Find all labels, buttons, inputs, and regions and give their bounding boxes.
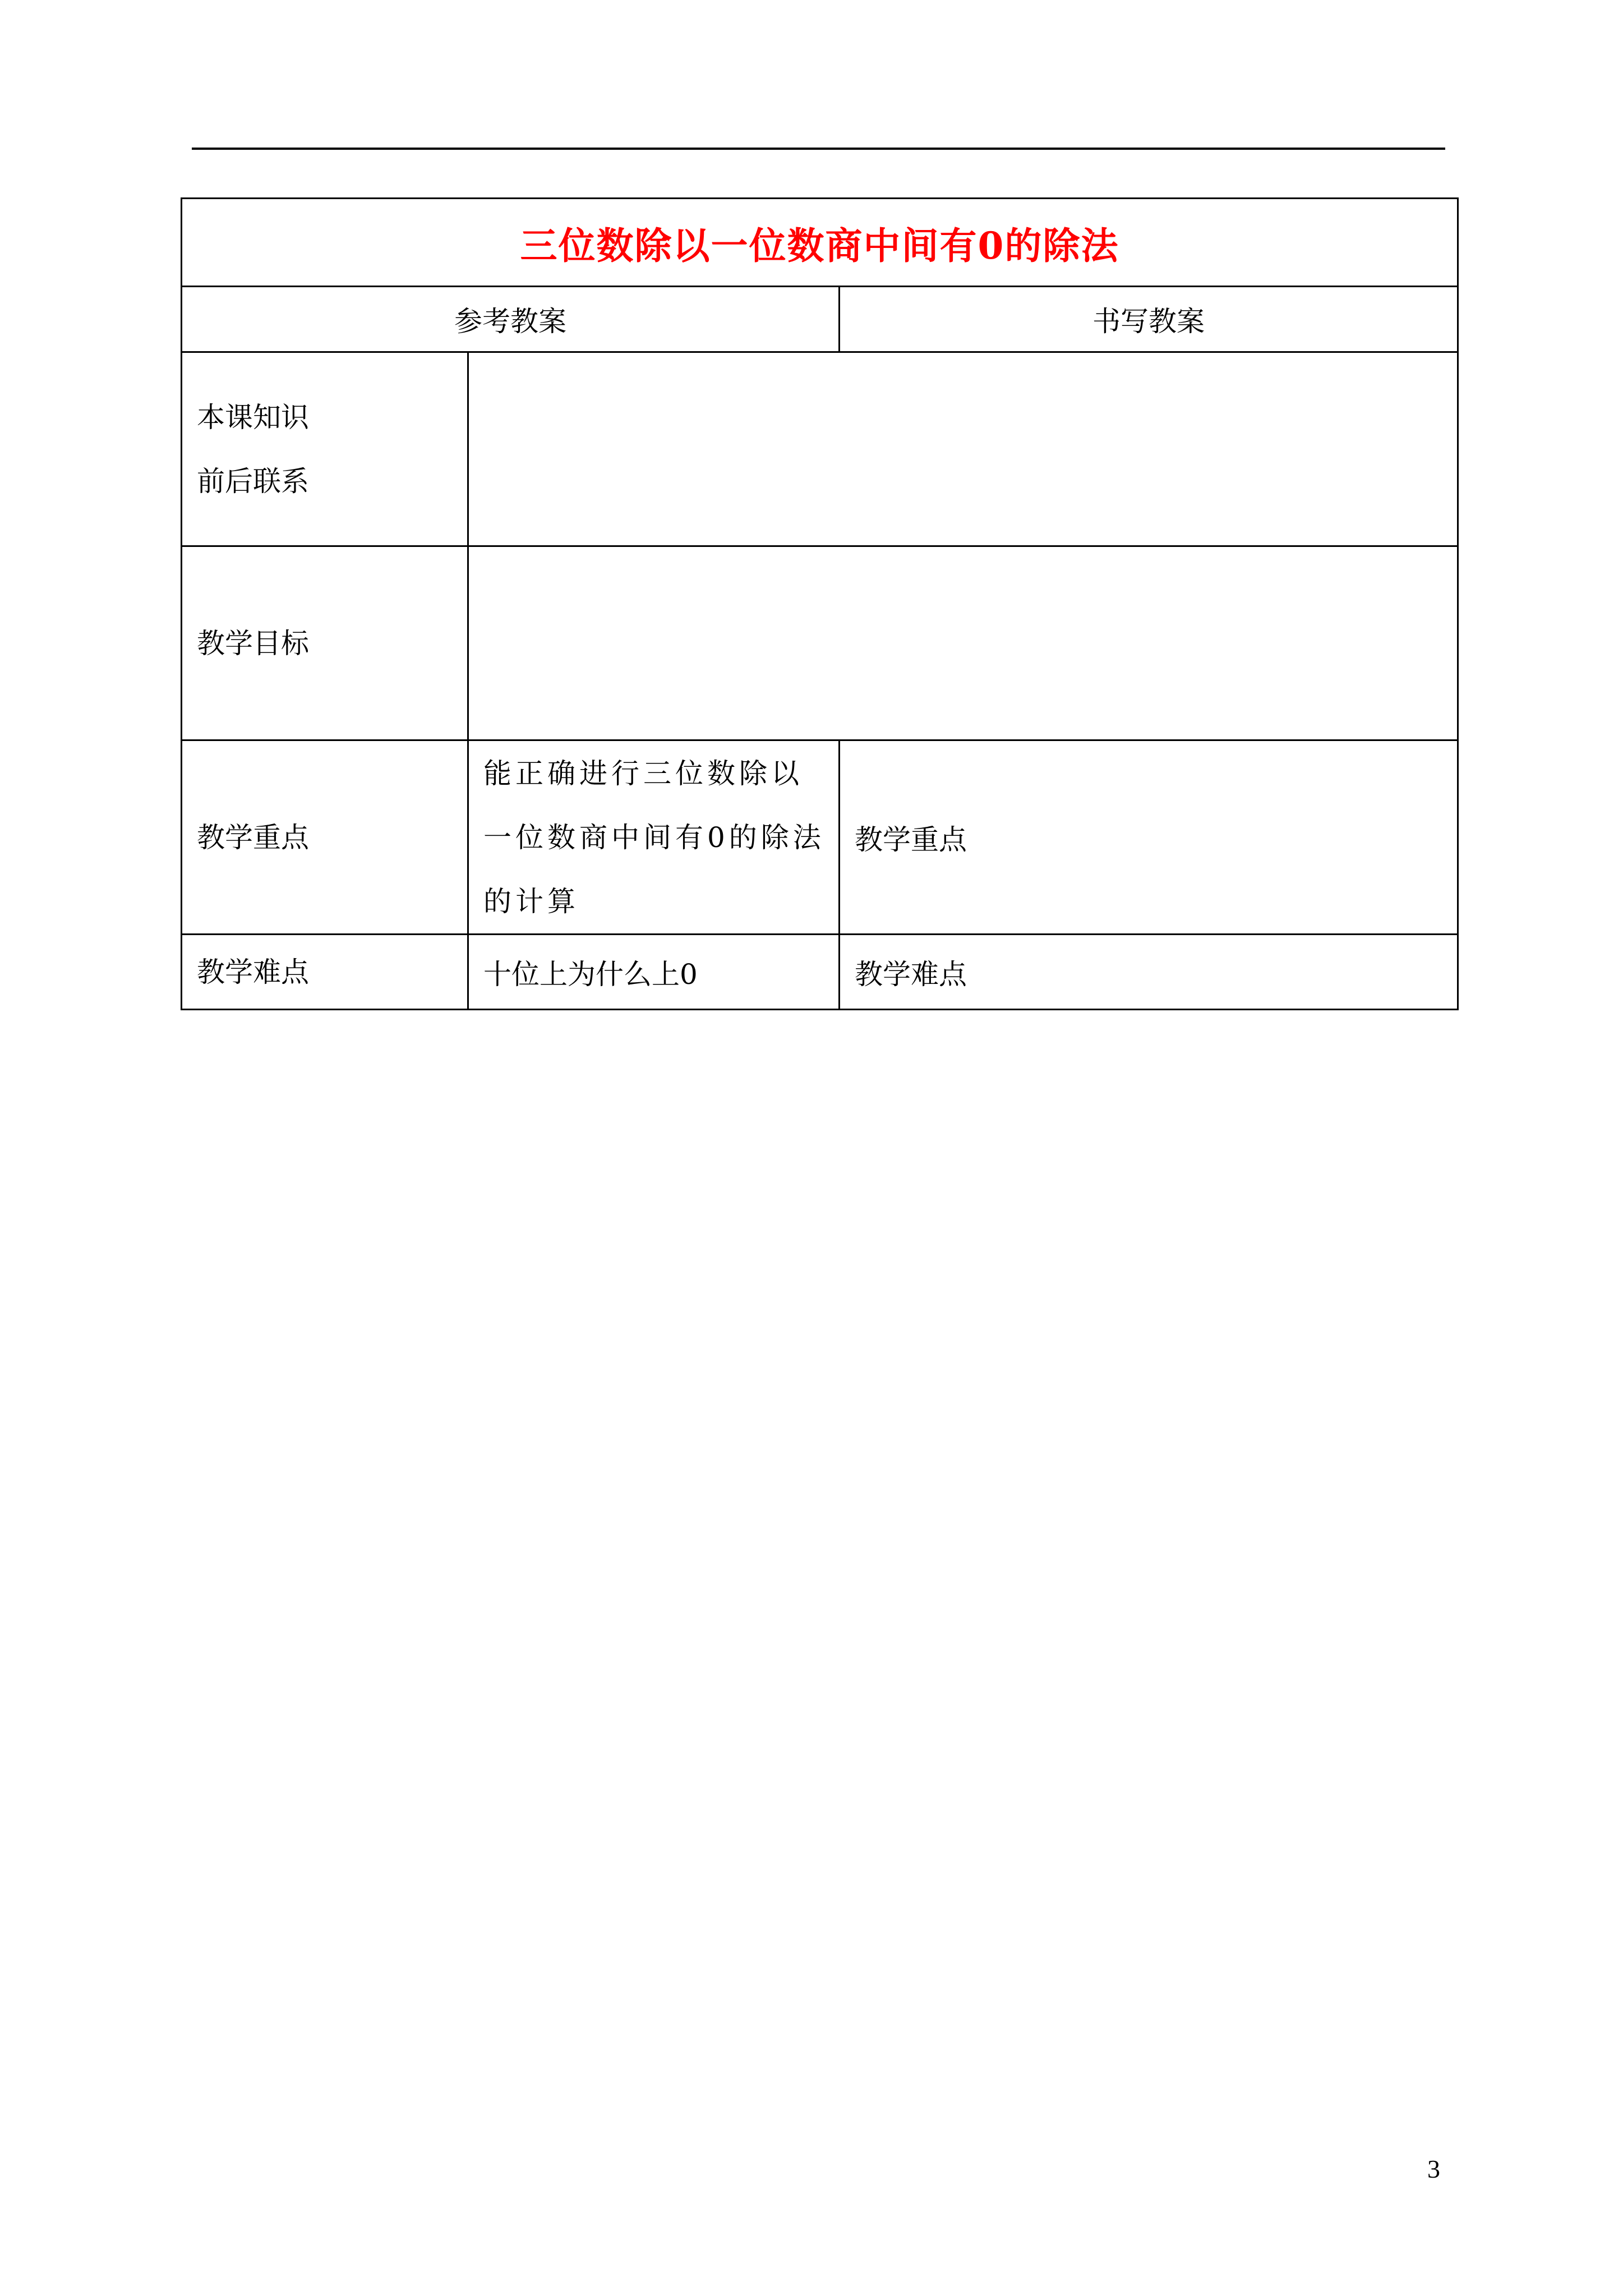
key-point-row xyxy=(182,740,1458,935)
goal-row xyxy=(182,546,1458,740)
goal-label: 教学目标 xyxy=(182,546,468,740)
lesson-plan-table xyxy=(181,197,1459,1010)
lesson-title: 三位数除以一位数商中间有0的除法 xyxy=(182,199,1458,287)
title-row xyxy=(182,199,1458,287)
knowledge-row xyxy=(182,352,1458,546)
knowledge-label xyxy=(182,352,468,546)
difficulty-row xyxy=(182,935,1458,1010)
knowledge-content xyxy=(468,352,1458,546)
key-point-writing-text: 教学重点 xyxy=(840,740,1458,935)
reference-plan-header: 参考教案 xyxy=(182,287,840,352)
key-point-label: 教学重点 xyxy=(182,740,468,935)
difficulty-label: 教学难点 xyxy=(182,935,468,1010)
header-rule xyxy=(192,148,1445,150)
writing-plan-header: 书写教案 xyxy=(840,287,1458,352)
knowledge-label-line2: 前后联系 xyxy=(197,464,309,498)
column-header-row xyxy=(182,287,1458,352)
difficulty-writing-text: 教学难点 xyxy=(840,935,1458,1010)
goal-content xyxy=(468,546,1458,740)
difficulty-reference-text: 十位上为什么上0 xyxy=(468,935,840,1010)
knowledge-label-line1: 本课知识 xyxy=(197,401,309,434)
page-number: 3 xyxy=(1427,2155,1440,2183)
key-point-reference-text: 能正确进行三位数除以一位数商中间有0的除法的计算 xyxy=(468,740,840,935)
